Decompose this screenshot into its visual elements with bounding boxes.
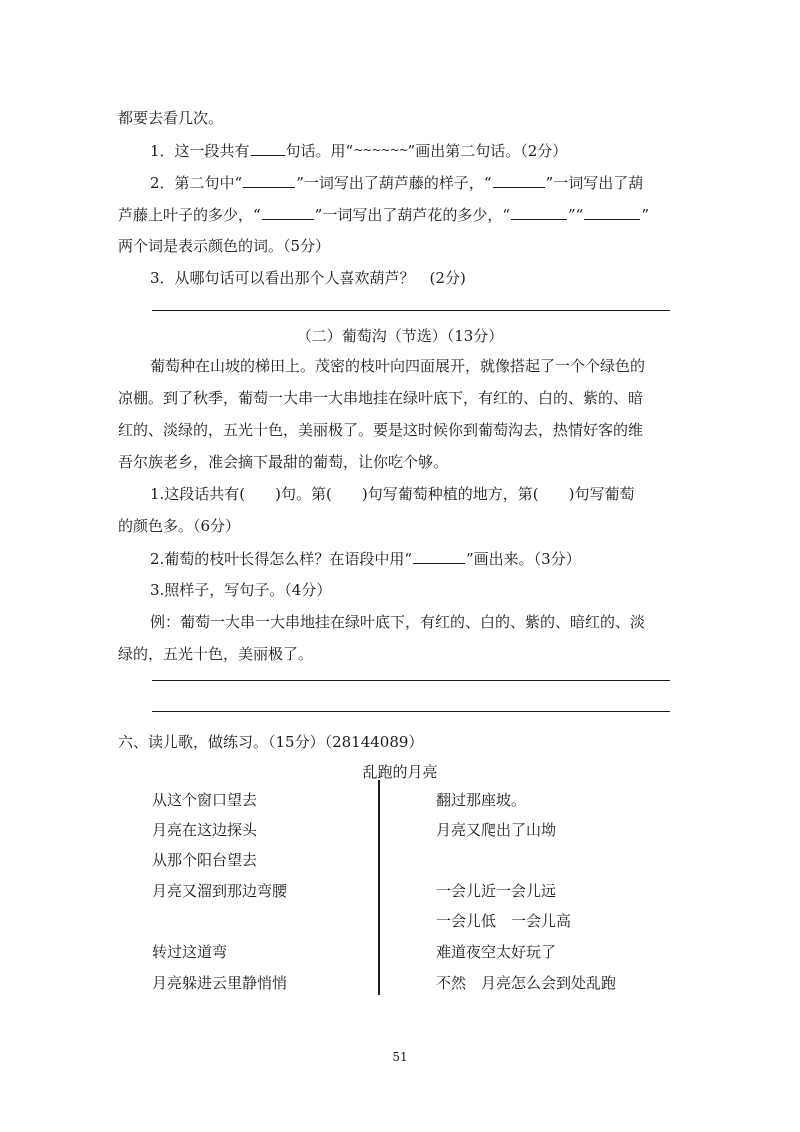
section-6-heading: 六、读儿歌，做练习。（15分）（28144089） bbox=[118, 733, 424, 751]
passage-2-text-line: 吾尔族老乡，准会摘下最甜的葡萄，让你吃个够。 bbox=[118, 453, 449, 471]
poem-left-line: 月亮在这边探头 bbox=[152, 821, 258, 839]
page-number: 51 bbox=[392, 1050, 408, 1064]
passage-2-text-line: 葡萄种在山坡的梯田上。茂密的枝叶向四面展开，就像搭起了一个个绿色的 bbox=[150, 357, 646, 375]
question-2-1-line1: 1.这段话共有( )句。第( )句写葡萄种植的地方，第( )句写葡萄 bbox=[150, 485, 635, 503]
question-1-3: 3．从哪句话可以看出那个人喜欢葫芦？ (2分) bbox=[150, 269, 466, 287]
passage-2-text-line: 红的、淡绿的，五光十色，美丽极了。要是这时候你到葡萄沟去，热情好客的维 bbox=[118, 421, 644, 439]
answer-blank[interactable] bbox=[251, 140, 285, 156]
question-1-2-line3: 两个词是表示颜色的词。（5分） bbox=[118, 237, 331, 255]
poem-divider bbox=[378, 780, 380, 995]
question-2-1-line2: 的颜色多。（6分） bbox=[118, 517, 241, 535]
answer-blank[interactable] bbox=[413, 548, 465, 564]
poem-left-line: 转过这道弯 bbox=[152, 943, 228, 961]
answer-blank[interactable] bbox=[243, 172, 295, 188]
poem-right-line: 不然 月亮怎么会到处乱跑 bbox=[436, 974, 617, 992]
question-1-2-line1: 2．第二句中“ ”一词写出了葫芦藤的样子，“ ”一词写出了葫 bbox=[150, 174, 644, 192]
poem-right-line: 一会儿低 一会儿高 bbox=[436, 912, 572, 930]
poem-left-line: 月亮躲进云里静悄悄 bbox=[152, 974, 288, 992]
answer-line[interactable] bbox=[152, 680, 670, 681]
question-2-2: 2.葡萄的枝叶长得怎么样？在语段中用“ ”画出来。（3分） bbox=[150, 550, 581, 568]
answer-line[interactable] bbox=[152, 711, 670, 712]
passage-continuation: 都要去看几次。 bbox=[118, 109, 224, 127]
question-2-3: 3.照样子，写句子。（4分） bbox=[150, 581, 332, 599]
answer-line[interactable] bbox=[152, 310, 670, 311]
poem-left-line: 月亮又溜到那边弯腰 bbox=[152, 882, 288, 900]
passage-2-text-line: 凉棚。到了秋季，葡萄一大串一大串地挂在绿叶底下，有红的、白的、紫的、暗 bbox=[118, 389, 644, 407]
poem-right-line: 月亮又爬出了山坳 bbox=[436, 821, 557, 839]
answer-blank[interactable] bbox=[584, 204, 640, 220]
passage-2-title: （二）葡萄沟（节选）（13分） bbox=[296, 327, 504, 345]
poem-left-line: 从那个阳台望去 bbox=[152, 851, 258, 869]
wavy-line-mark: ~~~~~~ bbox=[353, 143, 408, 157]
poem-right-line: 难道夜空太好玩了 bbox=[436, 943, 557, 961]
question-1-2-line2: 芦藤上叶子的多少，“ ”一词写出了葫芦花的多少，“ ”“ ” bbox=[118, 206, 650, 224]
example-line: 绿的，五光十色，美丽极了。 bbox=[118, 645, 314, 663]
answer-blank[interactable] bbox=[511, 204, 567, 220]
poem-left-line: 从这个窗口望去 bbox=[152, 791, 258, 809]
poem-title: 乱跑的月亮 bbox=[362, 763, 438, 781]
answer-blank[interactable] bbox=[493, 172, 545, 188]
question-1-1: 1．这一段共有 句话。用“~~~~~~”画出第二句话。（2分） bbox=[150, 142, 568, 160]
example-line: 例：葡萄一大串一大串地挂在绿叶底下，有红的、白的、紫的、暗红的、淡 bbox=[150, 613, 646, 631]
poem-right-line: 翻过那座坡。 bbox=[436, 791, 527, 809]
answer-blank[interactable] bbox=[262, 204, 314, 220]
poem-right-line: 一会儿近一会儿远 bbox=[436, 882, 557, 900]
